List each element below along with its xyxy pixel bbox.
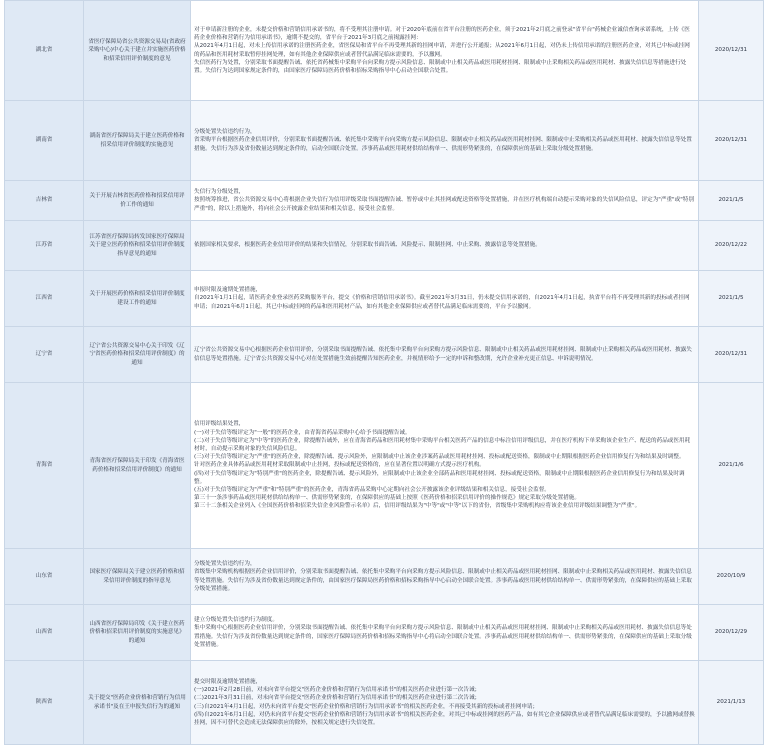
document-title-cell: 省医疗保障局省公共资源交易局(省政府采购中心)中心关于建立并实施医药价格和招采信用评价制度的意见	[84, 1, 191, 101]
document-title-cell: 山西省医疗保障局印发《关于建立医药价格和招采信用评价制度的实施意见》的通知	[84, 605, 191, 661]
measure-line: 第三十二条相关企业列入《全国医药价格和招采失信企业风险警示名单》后，信用评级结果为"中等"或"中等"以下的省份，省级集中采购机构应将该企业信用评级结果调整为"严重"。	[194, 503, 641, 510]
publish-date-cell: 2020/12/31	[699, 327, 764, 383]
measure-detail-cell	[191, 1, 699, 101]
publish-date-cell: 2021/1/5	[699, 181, 764, 221]
document-title-cell: 江苏省医疗保障局转发国家医疗保障局关于建立医药价格和招采信用评价制度指导意见的通知	[84, 221, 191, 271]
publish-date-cell: 2020/12/29	[699, 605, 764, 661]
publish-date-cell: 2021/1/6	[699, 383, 764, 549]
document-title-cell: 青海省医疗保障局关于印发《青海省医药价格和招采信用评价制度》的通知	[84, 383, 191, 549]
measure-detail-cell	[191, 221, 699, 271]
table-row	[5, 605, 764, 661]
measure-line: 按照统筹推进，省公共资源交易中心将根据企业失信行为信用评级采取书面提醒告诫、暂停或中止其挂网或配送资格等处置措施，并在医疗机构端自动提示采购对象的失信风险信息，评定为"严重"或"特别严重"的，除以上措施外，将向社会公开披露企业结果和相关信息，接受社会监督。	[194, 197, 694, 212]
measure-line: 对于申请新注册的企业，未提交价格和营销信用承诺书的，将不受理其注册申请。对于2020年底前在省平台注册的医药企业，须于2021年2月底之前登录"省平台"药械企业诚信查询承诺系统，上传《医药企业价格和营销行为信用承诺书》，逾期不提交的，省平台于2021年3月底之前揭露挂网：	[194, 26, 690, 42]
measure-line: (二)2021年3月31日前，对未向省平台提交"医药企业价格和营销行为信用承诺书"的相关医药企业进行第二次告诫；	[194, 695, 481, 702]
measure-line: 第三十一条涉事药品或医用耗材供给结构单一、供需形势紧张的，在保障供应的基础上按照《医药价格和招采信用评价的操作规范》规定采取分级处置措施。	[194, 495, 580, 502]
measure-line: 申报时限及逾期处置措施，	[194, 287, 262, 294]
document-title-cell: 湖南省医疗保障局关于建立医药价格和招采信用评价制度的实施意见	[84, 101, 191, 181]
measure-line: (四)对于失信等级评定为"特别严重"的医药企业，除提醒告诫、提示风险外，应限制或中止该企业全部药品和医用耗材挂网、投标或配送资格，限制或中止期限根据医药企业信用修复行为和结果及时调整。	[194, 470, 685, 485]
measure-detail-cell	[191, 661, 699, 745]
province-cell: 吉林省	[5, 181, 84, 221]
publish-date-cell: 2020/10/9	[699, 549, 764, 605]
table-row	[5, 181, 764, 221]
measure-line: 信用评级结果处置，	[194, 421, 245, 428]
measure-line: 提交时限及逾期处置措施，	[194, 678, 262, 685]
measure-detail-cell	[191, 549, 699, 605]
measure-detail-cell	[191, 605, 699, 661]
province-cell: 江西省	[5, 271, 84, 327]
measure-line: 集中采购中心根据医药企业信用评价，分别采取书面提醒告诫、依托集中采购平台向采购方提示风险信息、限制或中止相关药品或医用耗材挂网、限制或中止采购相关药品或医用耗材、披露失信信息等处置措施。失信行为涉及省份数量达到规定条件的，国家医疗保障局医药价格和招标采购指导中心将启动全国联合处置。涉事药品或医用耗材供给结构单一、供需形势紧张的，在保障供应的基础上采取分级处置措施。	[194, 625, 692, 648]
province-cell: 湖北省	[5, 1, 84, 101]
measure-line: 分级处置失信违约行为，	[194, 129, 256, 136]
document-title-cell: 关于提交"医药企业价格和营销行为信用承诺书"及在王申报失信行为的通知	[84, 661, 191, 745]
measure-detail-cell	[191, 271, 699, 327]
document-title-cell: 国家医疗保障局关于建立医药价格和招采信用评价制度的指导意见	[84, 549, 191, 605]
table-row	[5, 221, 764, 271]
measure-line: (三)对于失信等级评定为"严重"的医药企业，除提醒告诫、提示风险外，应限制或中止该企业涉案药品或医用耗材挂网、投标或配送资格，限制或中止期限根据医药企业信用修复行为和结果及时调整。	[194, 454, 685, 461]
province-cell: 山东省	[5, 549, 84, 605]
policy-table	[4, 0, 764, 745]
measure-detail-cell	[191, 327, 699, 383]
measure-line: 失信行为分级处置，	[194, 189, 245, 196]
policy-table-body	[5, 1, 764, 745]
measure-line: 辽宁省公共资源交易中心根据医药企业信用评价，分别采取书面提醒告诫、依托集中采购平台向采购方提示风险信息、限制或中止相关药品或医用耗材挂网、限制或中止采购相关药品或医用耗材、披露失信信息等处置措施。辽宁省公共资源交易中心对在处置措施生效前提醒告知医药企业，并视情形给予一定的申诉和整改期，允许企业补充更正信息、申诉说明情况。	[194, 347, 692, 362]
measure-line: 分级处置失信违约行为，	[194, 561, 256, 568]
measure-line: 自2021年1月1日起，请医药企业登录医药采购服务平台，提交《价格和营销信用承诺书》。截至2021年3月31日，仍未提交信用承诺的，自2021年4月1日起，执省平台将不再受理其新的投标或者挂网申请；自2021年6月1日起，其已中标或挂网的药品和医用耗材产品，如有其他企业保障供应或者替代品满足临床需要的，平台予以撤网。	[194, 295, 690, 310]
publish-date-cell: 2020/12/31	[699, 101, 764, 181]
publish-date-cell: 2021/1/5	[699, 271, 764, 327]
province-cell: 山西省	[5, 605, 84, 661]
measure-line: (一)2021年2月28日前，对未向省平台提交"医药企业价格和营销行为信用承诺书"的相关医药企业进行第一次告诫；	[194, 687, 481, 694]
table-row	[5, 661, 764, 745]
publish-date-cell: 2020/12/22	[699, 221, 764, 271]
table-row	[5, 271, 764, 327]
document-title-cell: 关于开展医药价格和招采信用评价制度建设工作的通知	[84, 271, 191, 327]
measure-line: (二)对于失信等级评定为"中等"的医药企业，除提醒告诫外，应在青海省药品和医用耗材集中采购平台相关医药产品的信息中标注信用评级信息，并在医疗机构下单采购该企业生产、配送的药品或医用耗材时，自动提示采购对象的失信风险信息。	[194, 437, 691, 452]
measure-detail-cell	[191, 181, 699, 221]
table-row	[5, 327, 764, 383]
measure-line: (三)自2021年4月1日起，对仍未向省平台提交"医药企业价格和营销行为信用承诺书"的相关医药企业，不再接受其新的投标或者挂网申请；	[194, 703, 539, 710]
document-title-cell: 辽宁省公共资源交易中心关于印发《辽宁省医药价格和招采信用评价制度》的通知	[84, 327, 191, 383]
measure-line: (四)自2021年6月1日起，对仍未向省平台提交"医药企业价格和营销行为信用承诺书"的相关医药企业，对其已中标或挂网的医药产品，如有其它企业保障供应或者替代品满足临床需要的，予以撤网或替换挂网，因不可替代会造成无法保障供应的除外，按相关规定进行失信处置。	[194, 711, 695, 726]
table-row	[5, 1, 764, 101]
measure-line: 针对医药企业具体药品或医用耗材采取限制或中止挂网，投标或配送资格的，应在显著位置以明确方式提示医疗机构。	[194, 462, 485, 469]
province-cell: 陕西省	[5, 661, 84, 745]
table-row	[5, 549, 764, 605]
publish-date-cell: 2021/1/13	[699, 661, 764, 745]
measure-line: 从2021年4月1日起，对未上传信用承诺的注册医药企业，省医保局和省平台不再受理其新的挂网申请，并进行公开通报；从2021年6月1日起，对仍未上传信用承诺的注册医药企业，对其已中标或挂网的药品和医用耗材采取暂停挂网处理，如有其他企业保障供应或者替代品满足临床需要的，予以撤网。	[194, 43, 690, 58]
province-cell: 湖南省	[5, 101, 84, 181]
province-cell: 青海省	[5, 383, 84, 549]
measure-detail-cell	[191, 383, 699, 549]
table-row	[5, 101, 764, 181]
table-row	[5, 383, 764, 549]
measure-line: (一)对于失信等级评定为"一般"的医药企业，由青海省药品采购中心给予书面提醒告诫。	[194, 429, 411, 436]
measure-line: 省级集中采购机构根据医药企业信用评价，分别采取书面提醒告诫、依托集中采购平台向采购方提示风险信息、限制或中止相关药品或医用耗材挂网、限制或中止采购相关药品或医用耗材、披露失信信息等处置措施。失信行为涉及省份数量达到规定条件的，由国家医疗保障局医药价格和招标采购指导中心启动全国联合处置。涉事药品或医用耗材供给结构单一、供需形势紧张的，在保障供应的基础上采取分级处置措施。	[194, 569, 692, 592]
measure-line: 依据国家相关要求，根据医药企业信用评价的结果和失信情况，分别采取书面告诫、风险提示、限制挂网、中止采购、披露信息等处置措施。	[194, 242, 541, 249]
document-title-cell: 关于开展吉林省医药价格和招采信用评价工作的通知	[84, 181, 191, 221]
measure-line: 失信医药行为处置，分别采取书面提醒告诫、依托省药械集中采购平台向采购方提示风险信息、限制或中止相关药品或医用耗材挂网、限制或中止采购相关药品或医用耗材、披露失信信息等措施进行处置。失信行为达到国家规定条件的，由国家医疗保障局医药价格和招标采购指导中心启动全国联合处置。	[194, 59, 687, 74]
measure-detail-cell	[191, 101, 699, 181]
measure-line: (五)对于失信等级评定为"严重"和"特别严重"的医药企业，青海省药品采购中心定期向社会公开披露该企业评级结果和相关信息，接受社会监督。	[194, 487, 550, 493]
province-cell: 辽宁省	[5, 327, 84, 383]
province-cell: 江苏省	[5, 221, 84, 271]
measure-line: 省采购平台根据医药企业信用评价，分别采取书面提醒告诫、依托集中采购平台向采购方提示风险信息、限制或中止相关药品或医用耗材挂网、限制或中止采购相关药品或医用耗材、披露失信信息等处置措施。失信行为涉及省份数量达到规定条件的，启动全国联合处置。涉事药品或医用耗材供给结构单一、供需形势紧张的，在保障供应的基础上采取分级处置措施。	[194, 137, 692, 152]
measure-line: 建立分级处置失信违约行为制度。	[194, 617, 278, 624]
publish-date-cell: 2020/12/31	[699, 1, 764, 101]
